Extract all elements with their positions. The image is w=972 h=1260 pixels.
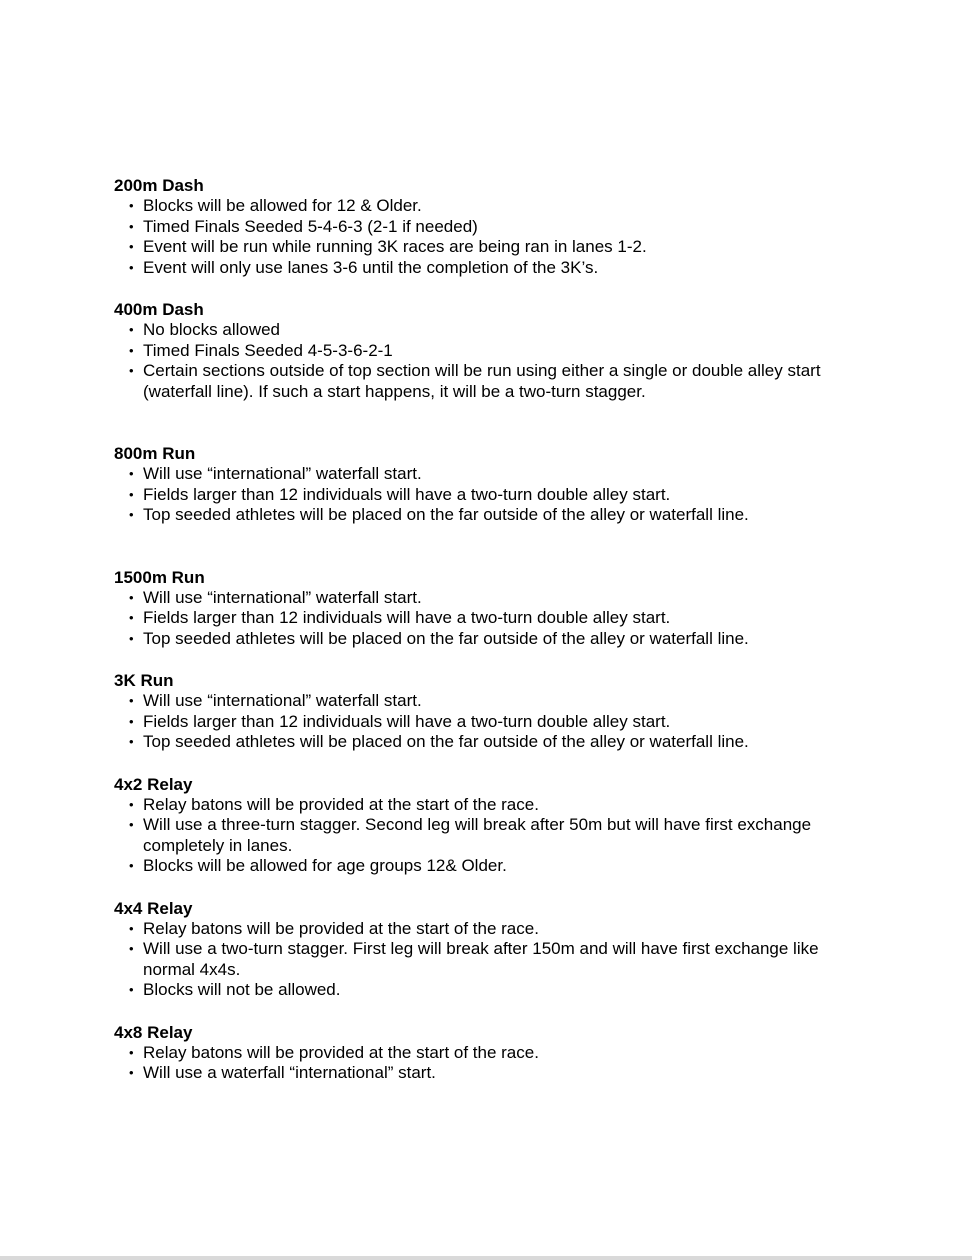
- section-title: 200m Dash: [114, 176, 204, 195]
- list-item: • Will use a two-turn stagger. First leg will break after 150m and will have first exchange like normal 4x4s.: [129, 939, 819, 979]
- bullet-icon: •: [129, 941, 134, 956]
- list-item: • Will use a waterfall “international” start.: [129, 1063, 436, 1082]
- bullet-icon: •: [129, 693, 134, 708]
- bullet-icon: •: [129, 1044, 134, 1060]
- bullet-list: [114, 196, 854, 278]
- list-item: • Blocks will be allowed for age groups 12& Older.: [129, 856, 507, 875]
- bullet-icon: •: [129, 363, 134, 378]
- list-item: • Will use “international” waterfall start.: [129, 464, 422, 483]
- bullet-icon: •: [129, 982, 134, 997]
- spacer: [114, 278, 854, 299]
- section-title: 400m Dash: [114, 300, 204, 319]
- list-item: • Top seeded athletes will be placed on the far outside of the alley or waterfall line.: [129, 732, 749, 751]
- bullet-icon: •: [129, 817, 134, 832]
- bullet-icon: •: [129, 920, 134, 936]
- list-item: • Event will only use lanes 3-6 until the completion of the 3K’s.: [129, 257, 599, 277]
- list-item: • Will use a three-turn stagger. Second leg will break after 50m but will have first exchange completely in lanes.: [129, 815, 812, 855]
- spacer: [114, 526, 854, 567]
- section-1500m-run: [114, 567, 854, 650]
- section-3k-run: [114, 670, 854, 753]
- spacer: [114, 1001, 854, 1022]
- bullet-icon: •: [129, 796, 134, 812]
- spacer: [114, 649, 854, 670]
- list-item: • Fields larger than 12 individuals will have a two-turn double alley start.: [129, 711, 671, 731]
- bullet-list: [114, 691, 854, 753]
- list-item: • Event will be run while running 3K races are being ran in lanes 1-2.: [129, 237, 647, 256]
- list-item: • Timed Finals Seeded 5-4-6-3 (2-1 if needed): [129, 216, 478, 236]
- list-item: • Blocks will not be allowed.: [129, 980, 341, 999]
- spacer: [114, 402, 854, 443]
- section-400m-dash: [114, 299, 854, 402]
- document-content: [114, 175, 854, 1084]
- bullet-list: [114, 795, 854, 877]
- list-item: • Timed Finals Seeded 4-5-3-6-2-1: [129, 340, 393, 360]
- list-item: • Blocks will be allowed for 12 & Older.: [129, 196, 422, 215]
- bullet-list: [114, 464, 854, 526]
- bullet-icon: •: [129, 322, 134, 337]
- list-item: • Top seeded athletes will be placed on the far outside of the alley or waterfall line.: [129, 505, 749, 524]
- list-item: • No blocks allowed: [129, 320, 281, 339]
- bullet-icon: •: [129, 589, 134, 605]
- list-item: • Will use “international” waterfall start.: [129, 587, 422, 607]
- bullet-list: [114, 588, 854, 650]
- bullet-list: [114, 320, 854, 402]
- bullet-icon: •: [129, 342, 134, 358]
- section-title: 1500m Run: [114, 567, 205, 587]
- list-item: • Certain sections outside of top section will be run using either a single or double alley start (waterfall line). If such a start happens, it will be a two-turn stagger.: [129, 361, 821, 401]
- bullet-list: [114, 919, 854, 1001]
- list-item: • Fields larger than 12 individuals will have a two-turn double alley start.: [129, 484, 671, 504]
- bullet-icon: •: [129, 259, 134, 275]
- list-item: • Top seeded athletes will be placed on the far outside of the alley or waterfall line.: [129, 628, 749, 648]
- list-item: • Relay batons will be provided at the start of the race.: [129, 1042, 539, 1062]
- section-800m-run: [114, 443, 854, 526]
- list-item: • Will use “international” waterfall start.: [129, 691, 422, 710]
- list-item: • Relay batons will be provided at the start of the race.: [129, 918, 539, 938]
- bullet-icon: •: [129, 198, 134, 213]
- bullet-icon: •: [129, 239, 134, 254]
- list-item: • Relay batons will be provided at the start of the race.: [129, 794, 539, 814]
- bullet-icon: •: [129, 610, 134, 625]
- bullet-icon: •: [129, 858, 134, 873]
- section-4x4-relay: [114, 898, 854, 1001]
- bullet-icon: •: [129, 486, 134, 502]
- bullet-icon: •: [129, 507, 134, 522]
- bullet-icon: •: [129, 466, 134, 481]
- bullet-icon: •: [129, 713, 134, 729]
- spacer: [114, 877, 854, 898]
- section-4x8-relay: [114, 1022, 854, 1084]
- spacer: [114, 753, 854, 774]
- bullet-icon: •: [129, 1065, 134, 1080]
- section-title: 4x4 Relay: [114, 898, 193, 918]
- section-title: 3K Run: [114, 671, 174, 690]
- section-200m-dash: [114, 175, 854, 278]
- bullet-icon: •: [129, 734, 134, 749]
- section-title: 800m Run: [114, 444, 196, 463]
- section-title: 4x2 Relay: [114, 774, 193, 794]
- section-title: 4x8 Relay: [114, 1022, 193, 1042]
- list-item: • Fields larger than 12 individuals will have a two-turn double alley start.: [129, 608, 671, 627]
- bullet-icon: •: [129, 630, 134, 646]
- bullet-list: [114, 1043, 854, 1084]
- section-4x2-relay: [114, 774, 854, 877]
- page-bottom-edge: [0, 1256, 972, 1260]
- bullet-icon: •: [129, 218, 134, 234]
